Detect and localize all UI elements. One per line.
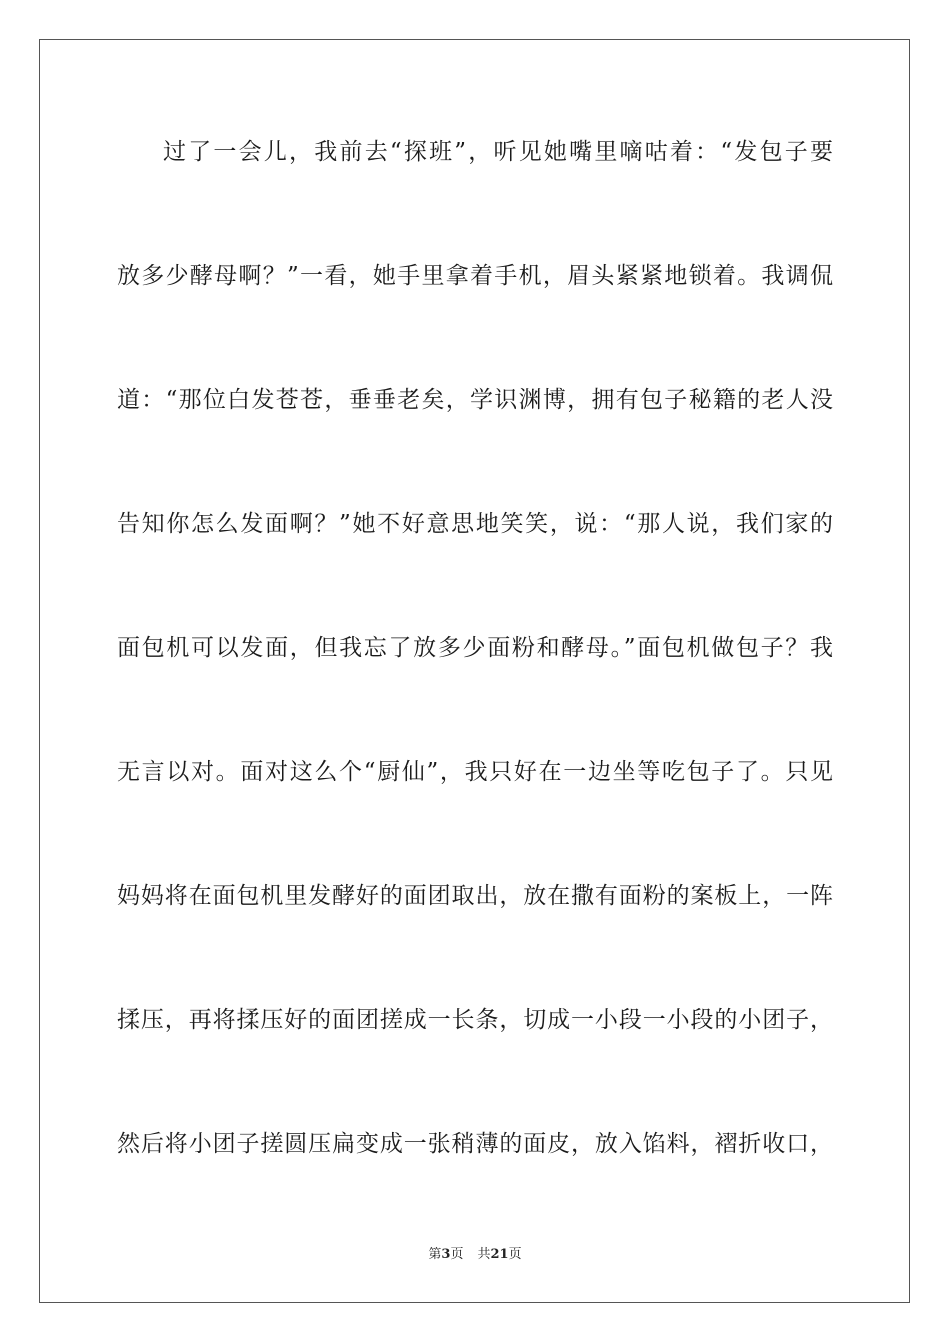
text-line-9: 然后将小团子搓圆压扁变成一张稍薄的面皮，放入馅料，褶折收口， — [117, 1131, 833, 1157]
text-line-1: 过了一会儿，我前去“探班”，听见她嘴里嘀咕着：“发包子要 — [163, 139, 833, 165]
current-page-number: 3 — [441, 1247, 451, 1262]
page-label-suffix: 页 — [450, 1247, 464, 1262]
text-line-7: 妈妈将在面包机里发酵好的面团取出，放在撒有面粉的案板上，一阵 — [117, 883, 833, 909]
total-pages-number: 21 — [490, 1247, 509, 1262]
page-footer — [0, 1246, 950, 1264]
text-line-3: 道：“那位白发苍苍，垂垂老矣，学识渊博，拥有包子秘籍的老人没 — [117, 387, 833, 413]
text-line-6: 无言以对。面对这么个“厨仙”，我只好在一边坐等吃包子了。只见 — [117, 759, 833, 785]
total-label-prefix: 共 — [477, 1247, 491, 1262]
total-label-suffix: 页 — [508, 1247, 522, 1262]
page-border — [39, 39, 910, 1303]
text-line-5: 面包机可以发面，但我忘了放多少面粉和酵母。”面包机做包子？我 — [117, 635, 833, 661]
text-line-2: 放多少酵母啊？”一看，她手里拿着手机，眉头紧紧地锁着。我调侃 — [117, 263, 833, 289]
page-label-prefix: 第 — [428, 1247, 442, 1262]
text-line-8: 揉压，再将揉压好的面团搓成一长条，切成一小段一小段的小团子， — [117, 1007, 833, 1033]
text-line-4: 告知你怎么发面啊？”她不好意思地笑笑，说：“那人说，我们家的 — [117, 511, 833, 537]
